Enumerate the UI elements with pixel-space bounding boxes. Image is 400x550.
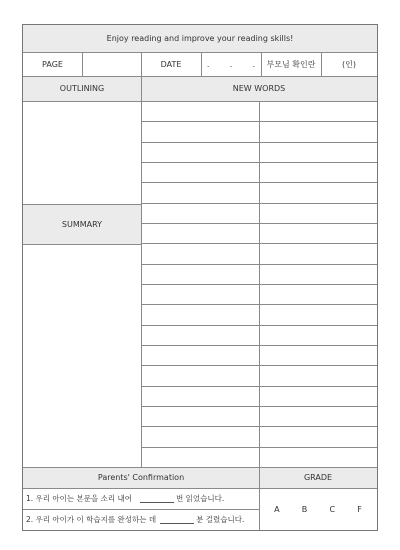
new-words-meaning-cell[interactable] xyxy=(259,223,377,243)
new-words-meaning-cell[interactable] xyxy=(259,182,377,202)
summary-area[interactable] xyxy=(23,244,141,467)
new-words-word-cell[interactable] xyxy=(141,121,259,141)
outlining-area[interactable] xyxy=(23,101,141,204)
date-field[interactable] xyxy=(201,52,261,76)
new-words-meaning-cell[interactable] xyxy=(259,162,377,182)
divider-between-confirmation-lines xyxy=(23,509,259,510)
new-words-word-cell[interactable] xyxy=(141,447,259,467)
new-words-word-cell[interactable] xyxy=(141,203,259,223)
confirmation-line-1-prefix: 1. 우리 아이는 본문을 소리 내어 xyxy=(26,494,133,503)
new-words-meaning-cell[interactable] xyxy=(259,406,377,426)
grade-title: GRADE xyxy=(303,473,333,482)
summary-title: SUMMARY xyxy=(61,219,103,229)
grade-option-f[interactable]: F xyxy=(357,504,362,514)
grade-option-c[interactable]: C xyxy=(329,504,336,514)
new-words-column-line xyxy=(259,101,260,467)
divider-above-summary xyxy=(23,204,141,205)
grade-option-b[interactable]: B xyxy=(301,504,308,514)
minutes-blank[interactable] xyxy=(160,515,194,524)
grade-header xyxy=(259,467,377,488)
summary-header xyxy=(23,204,141,244)
grade-column-divider xyxy=(259,467,260,530)
divider-under-section-headers xyxy=(23,101,377,102)
page-number-field[interactable] xyxy=(82,52,141,76)
info-divider-2 xyxy=(141,52,142,76)
new-words-word-cell[interactable] xyxy=(141,406,259,426)
new-words-meaning-cell[interactable] xyxy=(259,121,377,141)
new-words-word-cell[interactable] xyxy=(141,386,259,406)
new-words-word-cell[interactable] xyxy=(141,264,259,284)
slogan-bar xyxy=(23,25,377,52)
parent-check-label-cell xyxy=(261,52,321,76)
new-words-word-cell[interactable] xyxy=(141,142,259,162)
new-words-word-cell[interactable] xyxy=(141,426,259,446)
confirmation-line-1 xyxy=(23,488,259,509)
new-words-meaning-cell[interactable] xyxy=(259,426,377,446)
date-label-cell xyxy=(141,52,201,76)
new-words-word-cell[interactable] xyxy=(141,101,259,121)
page-label-cell xyxy=(23,52,82,76)
new-words-header xyxy=(141,76,377,101)
new-words-word-cell[interactable] xyxy=(141,223,259,243)
new-words-meaning-cell[interactable] xyxy=(259,447,377,467)
parent-seal-text: (인) xyxy=(342,59,356,69)
page-label: PAGE xyxy=(42,59,63,69)
confirmation-line-2-suffix: 분 걸렸습니다. xyxy=(196,515,245,524)
new-words-title: NEW WORDS xyxy=(232,84,286,93)
new-words-word-cell[interactable] xyxy=(141,304,259,324)
new-words-meaning-cell[interactable] xyxy=(259,284,377,304)
parents-confirmation-header xyxy=(23,467,259,488)
divider-under-info-row xyxy=(23,76,377,77)
new-words-meaning-cell[interactable] xyxy=(259,142,377,162)
new-words-grid xyxy=(141,101,377,467)
new-words-meaning-cell[interactable] xyxy=(259,365,377,385)
new-words-meaning-cell[interactable] xyxy=(259,386,377,406)
confirmation-line-2 xyxy=(23,509,259,530)
new-words-meaning-cell[interactable] xyxy=(259,304,377,324)
parents-confirmation-title: Parents' Confirmation xyxy=(97,473,185,482)
info-divider-4 xyxy=(261,52,262,76)
divider-below-summary xyxy=(23,244,141,245)
new-words-meaning-cell[interactable] xyxy=(259,345,377,365)
new-words-word-cell[interactable] xyxy=(141,365,259,385)
info-divider-5 xyxy=(321,52,322,76)
info-divider-1 xyxy=(82,52,83,76)
divider-under-slogan xyxy=(23,52,377,53)
divider-above-confirmation xyxy=(23,467,377,468)
divider-below-confirmation-header xyxy=(23,488,377,489)
new-words-word-cell[interactable] xyxy=(141,345,259,365)
new-words-word-cell[interactable] xyxy=(141,182,259,202)
new-words-meaning-cell[interactable] xyxy=(259,325,377,345)
new-words-word-cell[interactable] xyxy=(141,284,259,304)
new-words-word-cell[interactable] xyxy=(141,325,259,345)
parent-check-label: 부모님 확인란 xyxy=(266,59,316,69)
slogan-text: Enjoy reading and improve your reading skills! xyxy=(106,34,294,43)
outlining-title: OUTLINING xyxy=(59,84,105,93)
main-column-divider xyxy=(141,76,142,467)
date-separators: . . . xyxy=(206,59,256,69)
new-words-word-cell[interactable] xyxy=(141,243,259,263)
worksheet xyxy=(22,24,378,531)
read-count-blank[interactable] xyxy=(140,494,174,503)
new-words-word-cell[interactable] xyxy=(141,162,259,182)
grade-options xyxy=(259,488,377,530)
grade-option-a[interactable]: A xyxy=(274,504,280,514)
date-label: DATE xyxy=(160,59,182,69)
confirmation-line-1-suffix: 번 읽었습니다. xyxy=(176,494,225,503)
new-words-meaning-cell[interactable] xyxy=(259,264,377,284)
new-words-meaning-cell[interactable] xyxy=(259,243,377,263)
info-divider-3 xyxy=(201,52,202,76)
outlining-header xyxy=(23,76,141,101)
new-words-meaning-cell[interactable] xyxy=(259,203,377,223)
new-words-meaning-cell[interactable] xyxy=(259,101,377,121)
confirmation-line-2-prefix: 2. 우리 아이가 이 학습지를 완성하는 데 xyxy=(26,515,157,524)
parent-seal-field[interactable] xyxy=(321,52,377,76)
